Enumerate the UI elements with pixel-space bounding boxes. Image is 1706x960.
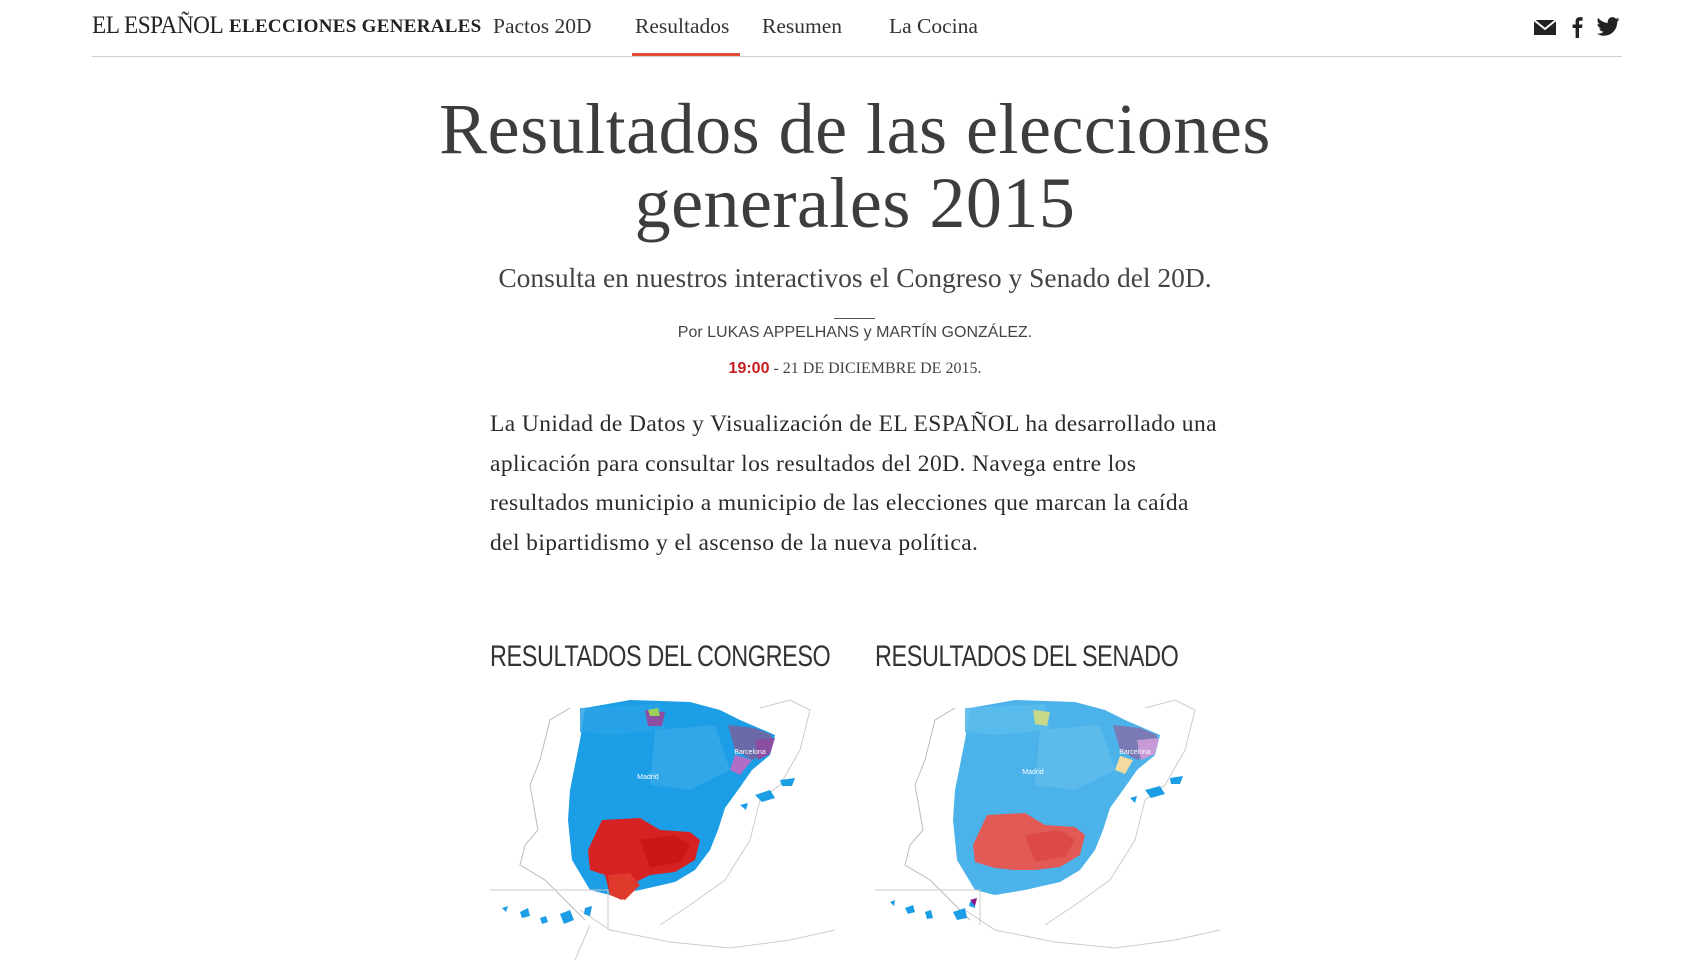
top-navigation-bar bbox=[92, 0, 1622, 57]
publish-date: - 21 DE DICIEMBRE DE 2015. bbox=[769, 360, 982, 377]
senado-results-map[interactable] bbox=[875, 690, 1220, 960]
nav-item-la-cocina[interactable]: La Cocina bbox=[889, 14, 978, 38]
map-label-barcelona: Barcelona bbox=[1119, 749, 1151, 756]
nav-item-resultados[interactable]: Resultados bbox=[635, 14, 730, 38]
nav-section-elecciones-generales[interactable]: ELECCIONES GENERALES bbox=[229, 16, 482, 37]
page-title bbox=[330, 89, 1380, 243]
nav-item-resumen[interactable]: Resumen bbox=[762, 14, 843, 38]
mail-icon[interactable] bbox=[1533, 16, 1557, 38]
byline-divider bbox=[834, 318, 875, 319]
publish-dateline bbox=[330, 360, 1380, 378]
publish-time: 19:00 bbox=[728, 360, 770, 377]
page-title-line-2: generales 2015 bbox=[634, 163, 1076, 243]
map-label-madrid: Madrid bbox=[1022, 769, 1044, 776]
active-nav-underline bbox=[632, 53, 740, 56]
congreso-results-heading[interactable]: RESULTADOS DEL CONGRESO bbox=[490, 640, 831, 673]
map-label-barcelona: Barcelona bbox=[734, 749, 766, 756]
facebook-icon[interactable] bbox=[1570, 16, 1584, 38]
site-logo[interactable]: EL ESPAÑOL bbox=[92, 12, 224, 39]
nav-item-pactos-20d[interactable]: Pactos 20D bbox=[493, 14, 592, 38]
page-subtitle: Consulta en nuestros interactivos el Congreso y Senado del 20D. bbox=[498, 262, 1212, 293]
map-label-madrid: Madrid bbox=[637, 774, 659, 781]
author-byline: Por LUKAS APPELHANS y MARTÍN GONZÁLEZ. bbox=[677, 324, 1033, 341]
intro-paragraph: La Unidad de Datos y Visualización de EL ESPAÑOL ha desarrollado una aplicación para consultar los resultados del 20D. Navega entre los resultados municipio a municipio de las elecciones que marcan la caída del bipartidismo y el ascenso de la nueva política. bbox=[490, 411, 1217, 556]
twitter-icon[interactable] bbox=[1596, 16, 1620, 38]
congreso-results-map[interactable] bbox=[490, 690, 835, 960]
page-title-line-1: Resultados de las elecciones bbox=[439, 89, 1271, 169]
senado-results-heading[interactable]: RESULTADOS DEL SENADO bbox=[875, 640, 1179, 673]
